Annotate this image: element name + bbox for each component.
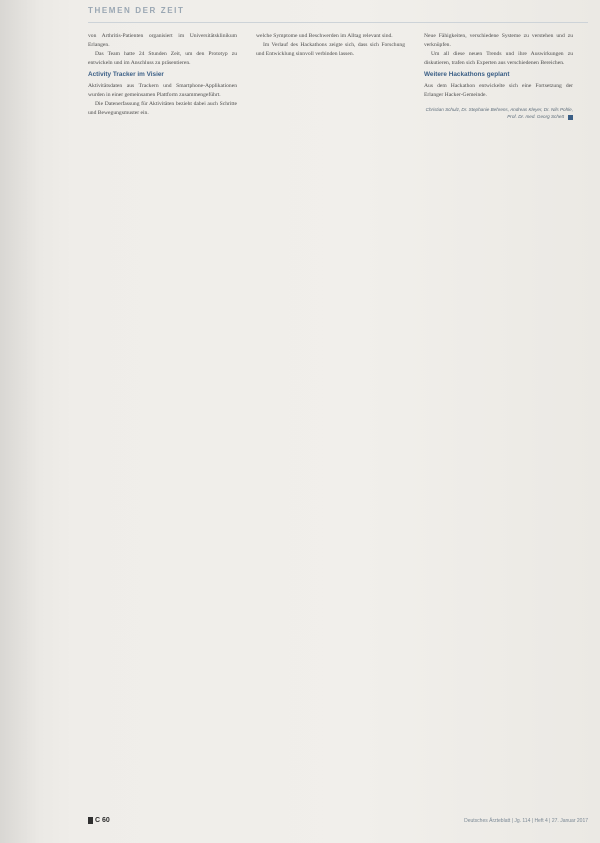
col2-paragraph-1: welche Symptome und Beschwerden im Alltag relevant sind.	[256, 33, 393, 39]
page-number-marker	[88, 817, 93, 824]
scan-gutter-shadow	[0, 0, 40, 843]
author-credit-text: Christian Schulz, Dr. Stephanie Behrens, Andreas Kleyer, Dr. Nils Pohle, Prof. Dr. med. Georg Schett	[425, 107, 573, 120]
page-number-text: C 60	[95, 817, 110, 824]
header-rule	[88, 22, 588, 23]
col1-paragraph-2: Das Team hatte 24 Stunden Zeit, um den Prototyp zu entwickeln und im Anschluss zu präsentieren.	[88, 51, 237, 67]
col1-paragraph-4: Die Datenerfassung für Aktivitäten bezieht dabei auch Schritte und Bewegungsmuster ein.	[88, 101, 237, 117]
col3-paragraph-3: Aus dem Hackathon entwickelte sich eine Fortsetzung der Erlanger Hacker-Gemeinde.	[424, 83, 573, 99]
col3-paragraph-2: Um all diese neuen Trends und ihre Auswirkungen zu diskutieren, trafen sich Experten aus verschiedenen Bereichen.	[424, 51, 573, 67]
page-number	[88, 817, 110, 824]
publication-line: Deutsches Ärzteblatt | Jg. 114 | Heft 4 | 27. Januar 2017	[464, 818, 588, 824]
col1-paragraph-3: Aktivitätsdaten aus Trackern und Smartphone-Applikationen wurden in einer gemeinsamen Plattform zusammengeführt.	[88, 83, 237, 99]
col1-paragraph-1: von Arthritis-Patienten organisiert im Universitätsklinikum Erlangen.	[88, 33, 237, 49]
article-column-2	[256, 32, 405, 59]
col3-paragraph-1: Neue Fähigkeiten, verschiedene Systeme zu verstehen und zu verknüpfen.	[424, 33, 573, 49]
col1-subheading: Activity Tracker im Visier	[88, 71, 164, 79]
article-column-1	[88, 32, 237, 118]
section-label: THEMEN DER ZEIT	[88, 6, 185, 15]
col3-subheading: Weitere Hackathons geplant	[424, 71, 510, 79]
article-column-3	[424, 32, 573, 120]
page-footer	[88, 817, 588, 829]
author-credit	[424, 106, 573, 120]
col2-paragraph-2: Im Verlauf des Hackathons zeigte sich, dass sich Forschung und Entwicklung sinnvoll verbinden lassen.	[256, 42, 405, 58]
article-end-marker	[568, 115, 573, 120]
